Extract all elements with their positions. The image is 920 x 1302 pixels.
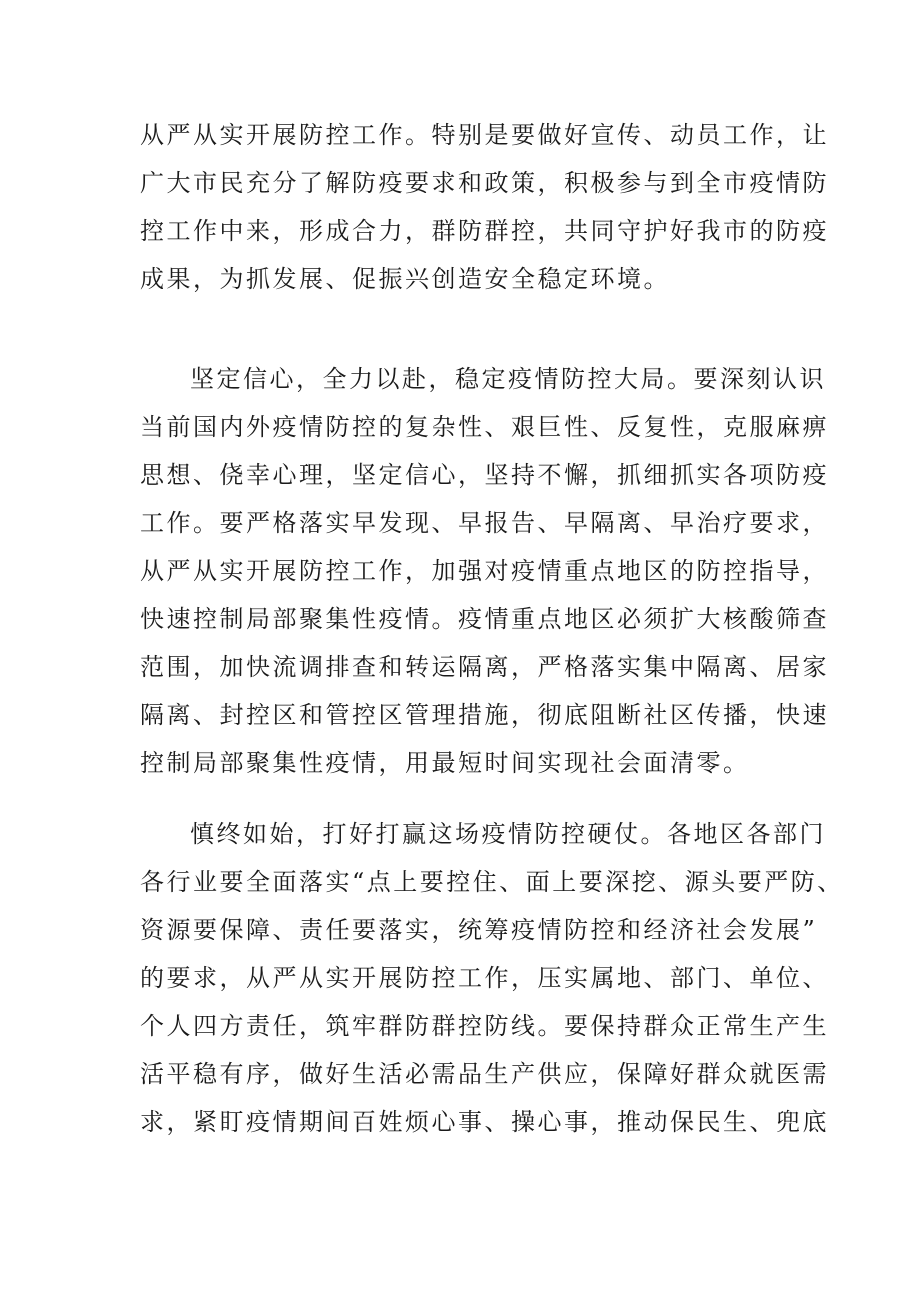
paragraph-1 <box>140 111 829 303</box>
text-line: 资源要保障、责任要落实，统筹疫情防控和经济社会发展” <box>140 916 818 944</box>
paragraph-2 <box>140 355 829 787</box>
text-line: 从严从实开展防控工作。特别是要做好宣传、动员工作，让 <box>140 121 829 149</box>
text-line: 坚定信心，全力以赴，稳定疫情防控大局。要深刻认识 <box>190 365 826 393</box>
text-line: 控制局部聚集性疫情，用最短时间实现社会面清零。 <box>140 749 750 777</box>
text-line: 控工作中来，形成合力，群防群控，共同守护好我市的防疫 <box>140 217 829 245</box>
text-line: 工作。要严格落实早发现、早报告、早隔离、早治疗要求， <box>140 509 829 537</box>
text-line: 的要求，从严从实开展防控工作，压实属地、部门、单位、 <box>140 964 829 992</box>
text-line: 活平稳有序，做好生活必需品生产供应，保障好群众就医需 <box>140 1060 829 1088</box>
text-line: 广大市民充分了解防疫要求和政策，积极参与到全市疫情防 <box>140 169 829 197</box>
text-line: 求，紧盯疫情期间百姓烦心事、操心事，推动保民生、兜底 <box>140 1108 829 1136</box>
text-line: 成果，为抓发展、促振兴创造安全稳定环境。 <box>140 265 670 293</box>
text-line: 隔离、封控区和管控区管理措施，彻底阻断社区传播，快速 <box>140 701 829 729</box>
text-line: 从严从实开展防控工作，加强对疫情重点地区的防控指导， <box>140 557 829 585</box>
text-line: 当前国内外疫情防控的复杂性、艰巨性、反复性，克服麻痹 <box>140 413 829 441</box>
text-line: 各行业要全面落实“点上要控住、面上要深挖、源头要严防、 <box>140 868 844 896</box>
text-line: 慎终如始，打好打赢这场疫情防控硬仗。各地区各部门 <box>190 820 826 848</box>
text-line: 思想、侥幸心理，坚定信心，坚持不懈，抓细抓实各项防疫 <box>140 461 829 489</box>
paragraph-3 <box>140 810 844 1146</box>
text-line: 快速控制局部聚集性疫情。疫情重点地区必须扩大核酸筛查 <box>140 605 829 633</box>
text-line: 范围，加快流调排查和转运隔离，严格落实集中隔离、居家 <box>140 653 829 681</box>
text-line: 个人四方责任，筑牢群防群控防线。要保持群众正常生产生 <box>140 1012 829 1040</box>
